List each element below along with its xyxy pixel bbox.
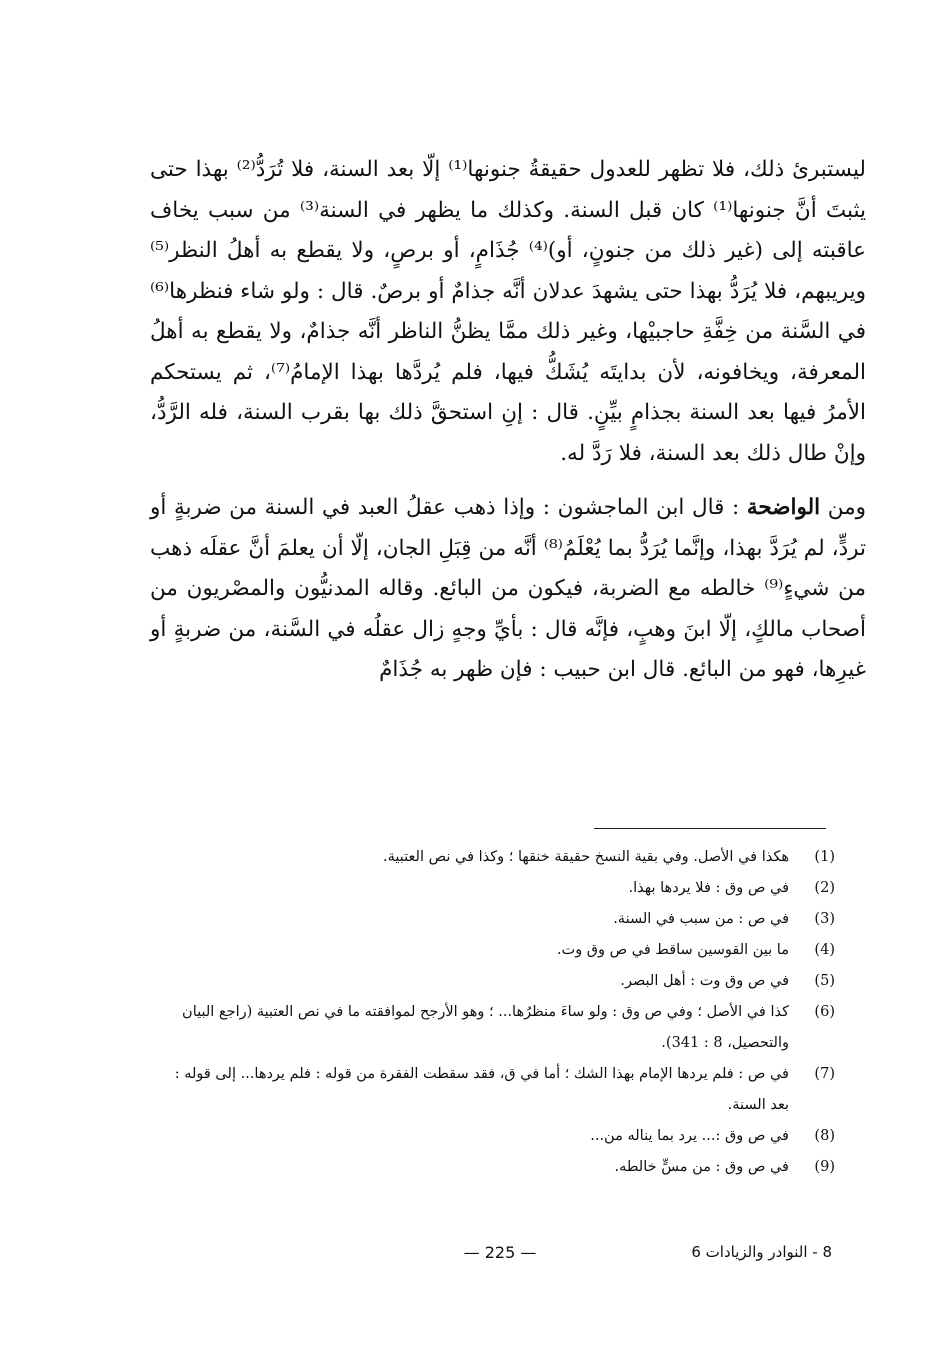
footnote-number: (9) (814, 1159, 835, 1175)
footnote-number: (8) (814, 1128, 835, 1144)
footnote-number: (2) (814, 880, 835, 896)
footnote-8 (165, 1121, 835, 1152)
footnote-number: (3) (814, 911, 835, 927)
footnote-separator (594, 828, 826, 829)
footnote-6 (165, 997, 835, 1059)
footnote-5 (165, 966, 835, 997)
main-text (150, 150, 866, 691)
footnote-text: في ص وق :... يرد بما يناله من... (590, 1128, 789, 1144)
footnote-text: في ص وق : فلا يردها بهذا. (628, 880, 789, 896)
source-name: الواضحة (746, 495, 821, 520)
footnotes (165, 842, 835, 1183)
footnote-number: (1) (814, 849, 835, 865)
footnote-3 (165, 904, 835, 935)
footnote-text: في ص وق وت : أهل البصر. (620, 973, 789, 989)
footnote-text: في ص : فلم يردها الإمام بهذا الشك ؛ أما في ق، فقد سقطت الفقرة من قوله : فلم يردها... إلى قوله : بعد السنة. (174, 1066, 789, 1113)
paragraph-2-text: ومن الواضحة : قال ابن الماجشون : وإذا ذهب عقلُ العبد في السنة من ضربةٍ أو تردٍّ، لم يُرَدَّ بهذا، وإنَّما يُرَدُّ بما يُعْلَمُ⁽⁸⁾ أنَّه من قِبَلِ الجان، إلّا أن يعلمَ أنَّ عقلَه ذهب من شيءٍ⁽⁹⁾ خالطه مع الضربة، فيكون من البائع. وقاله المدنيُّون والمصْريون من أصحاب مالكٍ، إلّا ابنَ وهبٍ، فإنَّه قال : بأيِّ وجهٍ زال عقلُه في السَّنة، من ضربةٍ أو غيرِها، فهو من البائع. قال ابن حبيب : فإن ظهر به جُذَامٌ (150, 495, 866, 682)
footnote-number: (4) (814, 942, 835, 958)
footnote-text: ما بين القوسين ساقط في ص وق وت. (556, 942, 789, 958)
paragraph-2 (150, 488, 866, 691)
signature-mark: 8 - النوادر والزيادات 6 (691, 1243, 832, 1261)
footnote-2 (165, 873, 835, 904)
paragraph-gap (150, 474, 866, 488)
footnote-4 (165, 935, 835, 966)
footnote-9 (165, 1152, 835, 1183)
paragraph-1: ليستبرئ ذلك، فلا تظهر للعدول حقيقةُ جنونها⁽¹⁾ إلّا بعد السنة، فلا تُرَدُّ⁽²⁾ بهذا حتى يثبتَ أنَّ جنونها⁽¹⁾ كان قبل السنة. وكذلك ما يظهر في السنة⁽³⁾ من سبب يخاف عاقبته إلى (غير ذلك من جنونٍ، أو)⁽⁴⁾ جُذَامٍ، أو برصٍ، ولا يقطع به أهلُ النظر⁽⁵⁾ ويريبهم، فلا يُرَدُّ بهذا حتى يشهدَ عدلان أنَّه جذامٌ أو برصٌ. قال : ولو شاء فنظرها⁽⁶⁾ في السَّنة من خِفَّةِ حاجبيْها، وغير ذلك ممَّا يظنُّ الناظر أنَّه جذامٌ، ولا يقطع به أهلُ المعرفة، ويخافونه، لأن بدايتَه يُشَكُّ فيها، فلم يُردَّها بهذا الإمامُ⁽⁷⁾، ثم يستحكم الأمرُ فيها بعد السنة بجذامٍ بيِّنٍ. قال : إنِ استحقَّ ذلك بها بقرب السنة، فله الرَّدُّ، وإنْ طال ذلك بعد السنة، فلا رَدَّ له. (150, 157, 866, 466)
footnote-text: هكذا في الأصل. وفي بقية النسخ حقيقة خنقها ؛ وكذا في نص العتبية. (383, 849, 789, 865)
footnote-number: (7) (814, 1066, 835, 1082)
page-number: — 225 — (463, 1243, 537, 1262)
footnote-number: (6) (814, 1004, 835, 1020)
footnote-text: في ص : من سبب في السنة. (613, 911, 789, 927)
footnote-text: كذا في الأصل ؛ وفي ص وق : ولو ساءَ منظرُها... ؛ وهو الأرجح لموافقته ما في نص العتبية (راجع البيان والتحصيل، 8 : 341). (182, 1004, 789, 1051)
footnote-number: (5) (814, 973, 835, 989)
footnote-1 (165, 842, 835, 873)
page-footer (0, 1243, 932, 1273)
footnote-text: في ص وق : من مسٍّ خالطه. (614, 1159, 789, 1175)
footnote-7 (165, 1059, 835, 1121)
